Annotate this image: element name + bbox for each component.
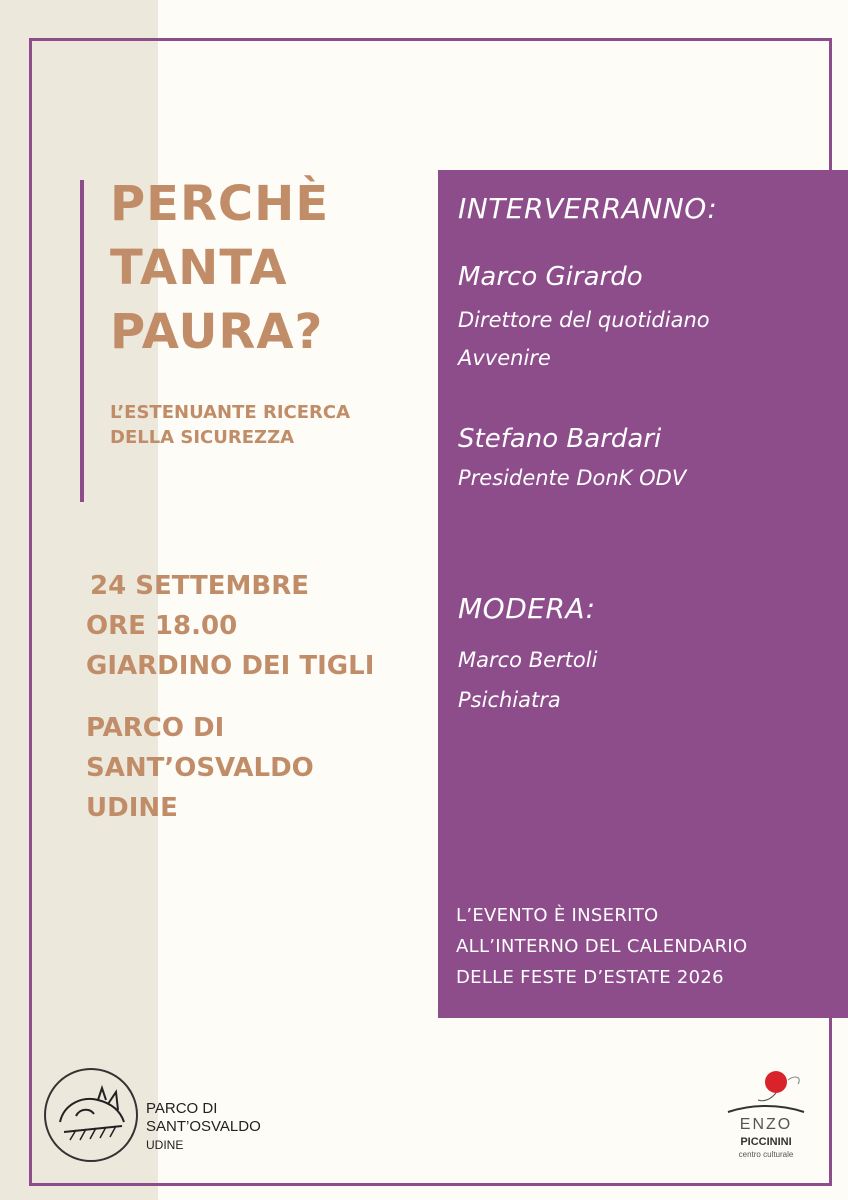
subtitle-line: DELLA SICUREZZA — [110, 427, 295, 448]
park-logo-line: UDINE — [146, 1138, 184, 1152]
park-logo-line: PARCO DI — [146, 1100, 218, 1117]
event-time: ORE 18.00 — [86, 611, 238, 641]
moderator-name: Marco Bertoli — [458, 648, 598, 672]
poster-subtitle — [110, 400, 350, 450]
speakers-panel — [438, 170, 848, 1018]
speaker-role: Presidente DonK ODV — [458, 466, 687, 490]
moderator-heading: MODERA: — [458, 592, 596, 625]
subtitle-line: L’ESTENUANTE RICERCA — [110, 402, 351, 423]
park-emblem-icon — [46, 1070, 136, 1160]
note-line: ALL’INTERNO DEL CALENDARIO — [456, 936, 748, 957]
title-line: PERCHÈ — [110, 176, 330, 232]
event-place: GIARDINO DEI TIGLI — [86, 651, 375, 681]
note-line: DELLE FESTE D’ESTATE 2026 — [456, 967, 724, 988]
title-accent-bar — [80, 180, 84, 502]
speaker-name: Stefano Bardari — [458, 424, 662, 454]
poster-title — [110, 172, 329, 364]
centro-culturale-text: centro culturale — [738, 1150, 794, 1159]
event-park-line2: SANT’OSVALDO — [86, 753, 314, 783]
balloon-icon — [718, 1060, 814, 1116]
enzo-text: ENZO — [739, 1116, 793, 1133]
event-details — [86, 566, 374, 828]
moderator-role: Psichiatra — [458, 688, 561, 712]
speaker-name: Marco Girardo — [458, 262, 643, 292]
title-line: PAURA? — [110, 304, 324, 360]
park-logo-icon — [44, 1068, 138, 1162]
event-park-line1: PARCO DI — [86, 713, 225, 743]
calendar-note — [456, 900, 747, 993]
speakers-heading: INTERVERRANNO: — [458, 192, 718, 225]
title-line: TANTA — [110, 240, 288, 296]
speaker-role: Avvenire — [458, 346, 551, 370]
event-date: 24 SETTEMBRE — [90, 571, 310, 601]
note-line: L’EVENTO È INSERITO — [456, 905, 659, 926]
park-logo-line: SANT’OSVALDO — [146, 1118, 261, 1135]
speaker-role: Direttore del quotidiano — [458, 308, 710, 332]
spacer — [86, 686, 374, 708]
event-city: UDINE — [86, 793, 178, 823]
piccinini-text: PICCININI — [740, 1136, 792, 1148]
park-logo-text — [146, 1100, 261, 1154]
enzo-piccinini-logo — [718, 1060, 814, 1170]
